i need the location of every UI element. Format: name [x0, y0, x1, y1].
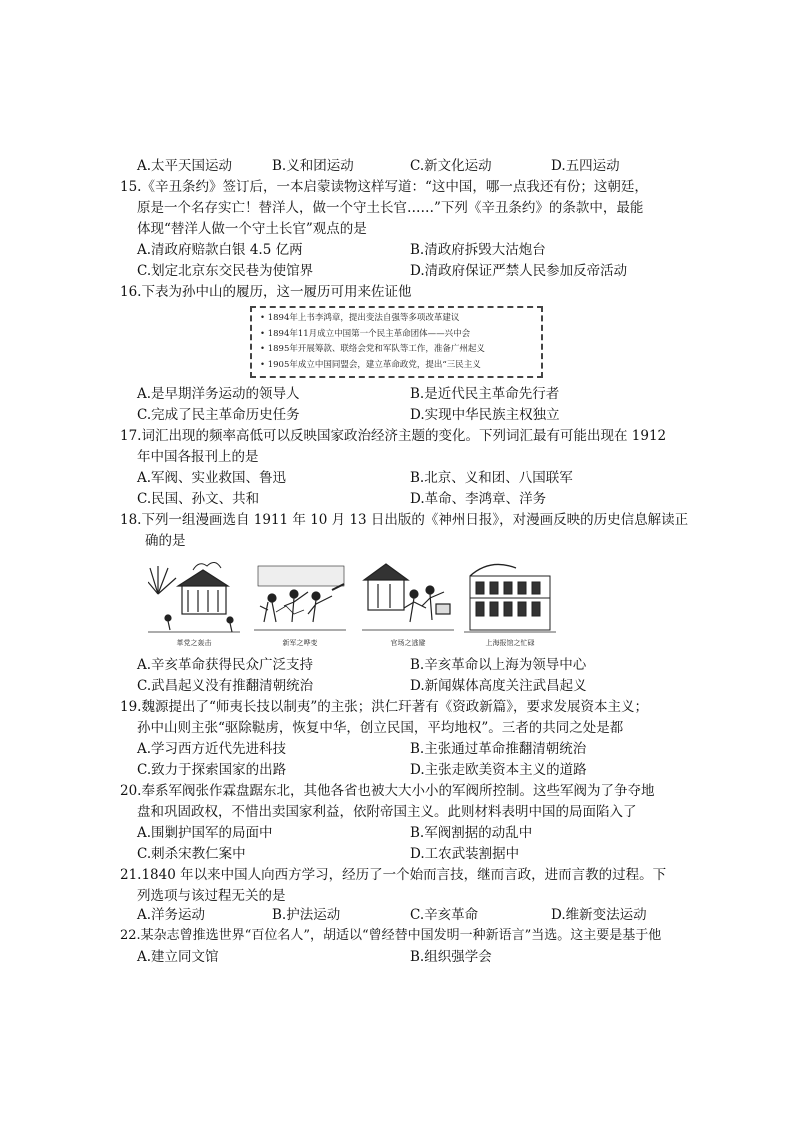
q20-option-a: A.围剿护国军的局面中: [137, 825, 273, 841]
q19-option-b: B.主张通过革命推翻清朝统治: [410, 741, 587, 757]
q14-option-c: C.新文化运动: [410, 158, 492, 174]
q20-option-c: C.刺杀宋教仁案中: [137, 846, 246, 862]
q22-stem: 22.某杂志曾推选世界“百位名人”，胡适以“曾经替中国发明一种新语言”当选。这主要是基于他: [120, 928, 662, 943]
q16-resume-table: [250, 306, 543, 378]
q16-stem: 16.下表为孙中山的履历，这一履历可用来佐证他: [120, 284, 412, 300]
q18-stem-line-2: 确的是: [145, 533, 186, 549]
cartoon-caption: 革党之轰击: [176, 639, 212, 647]
q22-option-b: B.组织强学会: [410, 949, 492, 965]
q18-cartoon-strip: [148, 556, 558, 652]
q15-option-b: B.清政府拆毁大沽炮台: [410, 242, 546, 258]
q20-option-d: D.工农武装割据中: [410, 846, 520, 862]
cartoon-panel-newspaper-busy: [464, 556, 556, 652]
q18-option-c: C.武昌起义没有推翻清朝统治: [137, 678, 314, 694]
q19-option-a: A.学习西方近代先进科技: [137, 741, 287, 757]
q17-option-c: C.民国、孙文、共和: [137, 491, 260, 507]
q19-option-d: D.主张走欧美资本主义的道路: [410, 762, 587, 778]
q18-option-b: B.辛亥革命以上海为领导中心: [410, 657, 587, 673]
q16-option-b: B.是近代民主革命先行者: [410, 386, 560, 402]
q18-option-a: A.辛亥革命获得民众广泛支持: [137, 657, 314, 673]
q21-option-b: B.护法运动: [272, 907, 341, 923]
q20-option-b: B.军阀割据的动乱中: [410, 825, 533, 841]
q15-stem-line-1: 15.《辛丑条约》签订后，一本启蒙读物这样写道：“这中国，哪一点我还有份；这朝廷，: [120, 179, 648, 195]
q15-stem-line-3: 体现“替洋人做一个守土长官”观点的是: [137, 221, 367, 237]
q16-option-d: D.实现中华民族主权独立: [410, 407, 560, 423]
q19-option-c: C.致力于探索国家的出路: [137, 762, 287, 778]
q16-option-c: C.完成了民主革命历史任务: [137, 407, 300, 423]
q19-stem-line-2: 孙中山则主张“驱除鞑虏，恢复中华，创立民国，平均地权”。三者的共同之处是都: [137, 720, 624, 736]
q15-option-a: A.清政府赔款白银 4.5 亿两: [137, 242, 303, 258]
q14-option-b: B.义和团运动: [272, 158, 354, 174]
cartoon-panel-officials-flee: [362, 556, 454, 652]
q20-stem-line-2: 盘和巩固政权，不惜出卖国家利益，依附帝国主义。此则材料表明中国的局面陷入了: [137, 804, 637, 820]
q21-option-c: C.辛亥革命: [410, 907, 479, 923]
q21-option-d: D.维新变法运动: [551, 907, 647, 923]
q16-table-row: • 1895年开展筹款、联络会党和军队等工作，准备广州起义: [260, 344, 485, 354]
q17-option-b: B.北京、义和团、八国联军: [410, 470, 573, 486]
q16-table-row: • 1894年11月成立中国第一个民主革命团体——兴中会: [260, 328, 471, 339]
q16-table-row: • 1894年上书李鸿章，提出变法自强等多项改革建议: [260, 313, 460, 323]
cartoon-panel-bombardment: [148, 556, 240, 652]
q22-option-a: A.建立同文馆: [137, 949, 219, 965]
q16-option-a: A.是早期洋务运动的领导人: [137, 386, 300, 402]
q15-option-d: D.清政府保证严禁人民参加反帝活动: [410, 263, 628, 279]
q14-option-d: D.五四运动: [551, 158, 620, 174]
cartoon-caption: 官场之逃避: [390, 639, 426, 647]
q17-stem-line-2: 年中国各报刊上的是: [137, 449, 259, 465]
q21-stem-line-2: 列选项与该过程无关的是: [137, 888, 286, 904]
q20-stem-line-1: 20.奉系军阀张作霖盘踞东北，其他各省也被大大小小的军阀所控制。这些军阀为了争夺地: [120, 783, 655, 799]
q17-option-d: D.革命、李鸿章、洋务: [410, 491, 547, 507]
q15-stem-line-2: 原是一个名存实亡！替洋人，做一个守土长官……”下列《辛丑条约》的条款中，最能: [137, 200, 644, 216]
q18-option-d: D.新闻媒体高度关注武昌起义: [410, 678, 587, 694]
q15-option-c: C.划定北京东交民巷为使馆界: [137, 263, 314, 279]
q16-table-row: • 1905年成立中国同盟会，建立革命政党，提出“三民主义: [260, 359, 481, 370]
q19-stem-line-1: 19.魏源提出了“师夷长技以制夷”的主张；洪仁玕著有《资政新篇》，要求发展资本主义；: [120, 699, 649, 715]
q21-stem-line-1: 21.1840 年以来中国人向西方学习，经历了一个始而言技，继而言政，进而言教的过程。下: [120, 867, 667, 883]
cartoon-caption: 新军之哗变: [282, 639, 318, 647]
cartoon-caption: 上海报馆之忙碌: [485, 639, 535, 647]
cartoon-panel-mutiny: [254, 556, 346, 652]
q17-stem-line-1: 17.词汇出现的频率高低可以反映国家政治经济主题的变化。下列词汇最有可能出现在 1912: [120, 428, 667, 444]
q21-option-a: A.洋务运动: [137, 907, 206, 923]
q18-stem-line-1: 18.下列一组漫画选自 1911 年 10 月 13 日出版的《神州日报》，对漫画反映的历史信息解读正: [120, 512, 689, 528]
q14-option-a: A.太平天国运动: [137, 158, 233, 174]
q17-option-a: A.军阀、实业救国、鲁迅: [137, 470, 287, 486]
